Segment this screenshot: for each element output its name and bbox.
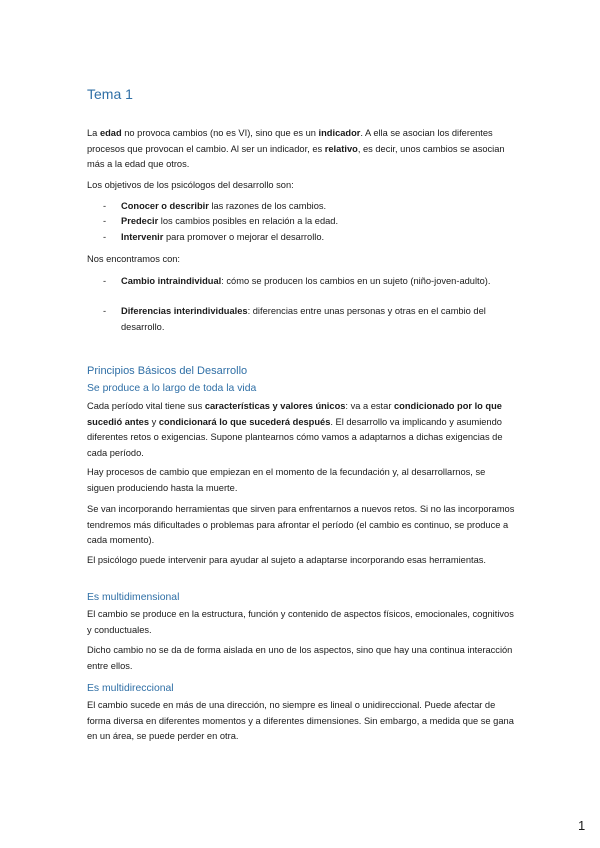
paragraph: El cambio sucede en más de una dirección, no siempre es lineal o unidireccional. Puede afectar de forma diversa en diferentes momentos y a diferentes dimensiones. Sin embargo, a medida que se gana en un área, se puede perder en otra. [87,700,514,741]
list-item: - Intervenir para promover o mejorar el desarrollo. [103,232,325,242]
subsection-heading: Es multidimensional [87,592,180,603]
list-item: - Diferencias interindividuales: diferencias entre unas personas y otras en el cambio del desarrollo. [103,306,486,332]
section-heading: Principios Básicos del Desarrollo [87,365,248,377]
list-item: - Conocer o describir las razones de los cambios. [103,201,327,211]
list-item: - Cambio intraindividual: cómo se producen los cambios en un sujeto (niño-joven-adulto). [103,276,491,286]
paragraph: Dicho cambio no se da de forma aislada en uno de los aspectos, sino que hay una continua interacción entre ellos. [87,645,513,671]
page-number: 1 [578,818,586,833]
paragraph: El psicólogo puede intervenir para ayudar al sujeto a adaptarse incorporando esas herramientas. [87,555,486,565]
objectives-intro: Los objetivos de los psicólogos del desarrollo son: [87,180,294,190]
subsection-heading: Se produce a lo largo de toda la vida [87,383,257,394]
page-title: Tema 1 [87,86,133,102]
paragraph: Cada período vital tiene sus características y valores únicos: va a estar condicionado por lo que sucedió antes y condicionará lo que sucederá después. El desarrollo va implicando y asumiendo diferentes retos o exigencias. Supone plantearnos cómo vamos a adaptarnos a dichas exigencias de cada período. [87,401,503,458]
paragraph: Se van incorporando herramientas que sirven para enfrentarnos a nuevos retos. Si no las incorporamos tendremos más dificultades o problemas para afrontar el período (el cambio es continuo, se produce a cada momento). [87,504,515,545]
paragraph: Hay procesos de cambio que empiezan en el momento de la fecundación y, al desarrollarnos, se siguen produciendo hasta la muerte. [87,467,486,493]
subsection-heading: Es multidireccional [87,683,174,694]
paragraph: El cambio se produce en la estructura, función y contenido de aspectos físicos, emocionales, cognitivos y conductuales. [87,609,514,635]
intro-paragraph: La edad no provoca cambios (no es VI), sino que es un indicador. A ella se asocian los diferentes procesos que provocan el cambio. Al ser un indicador, es relativo, es decir, unos cambios se asocian más a la edad que otros. [87,128,505,169]
list-item: - Predecir los cambios posibles en relación a la edad. [103,216,339,226]
found-intro: Nos encontramos con: [87,254,181,264]
